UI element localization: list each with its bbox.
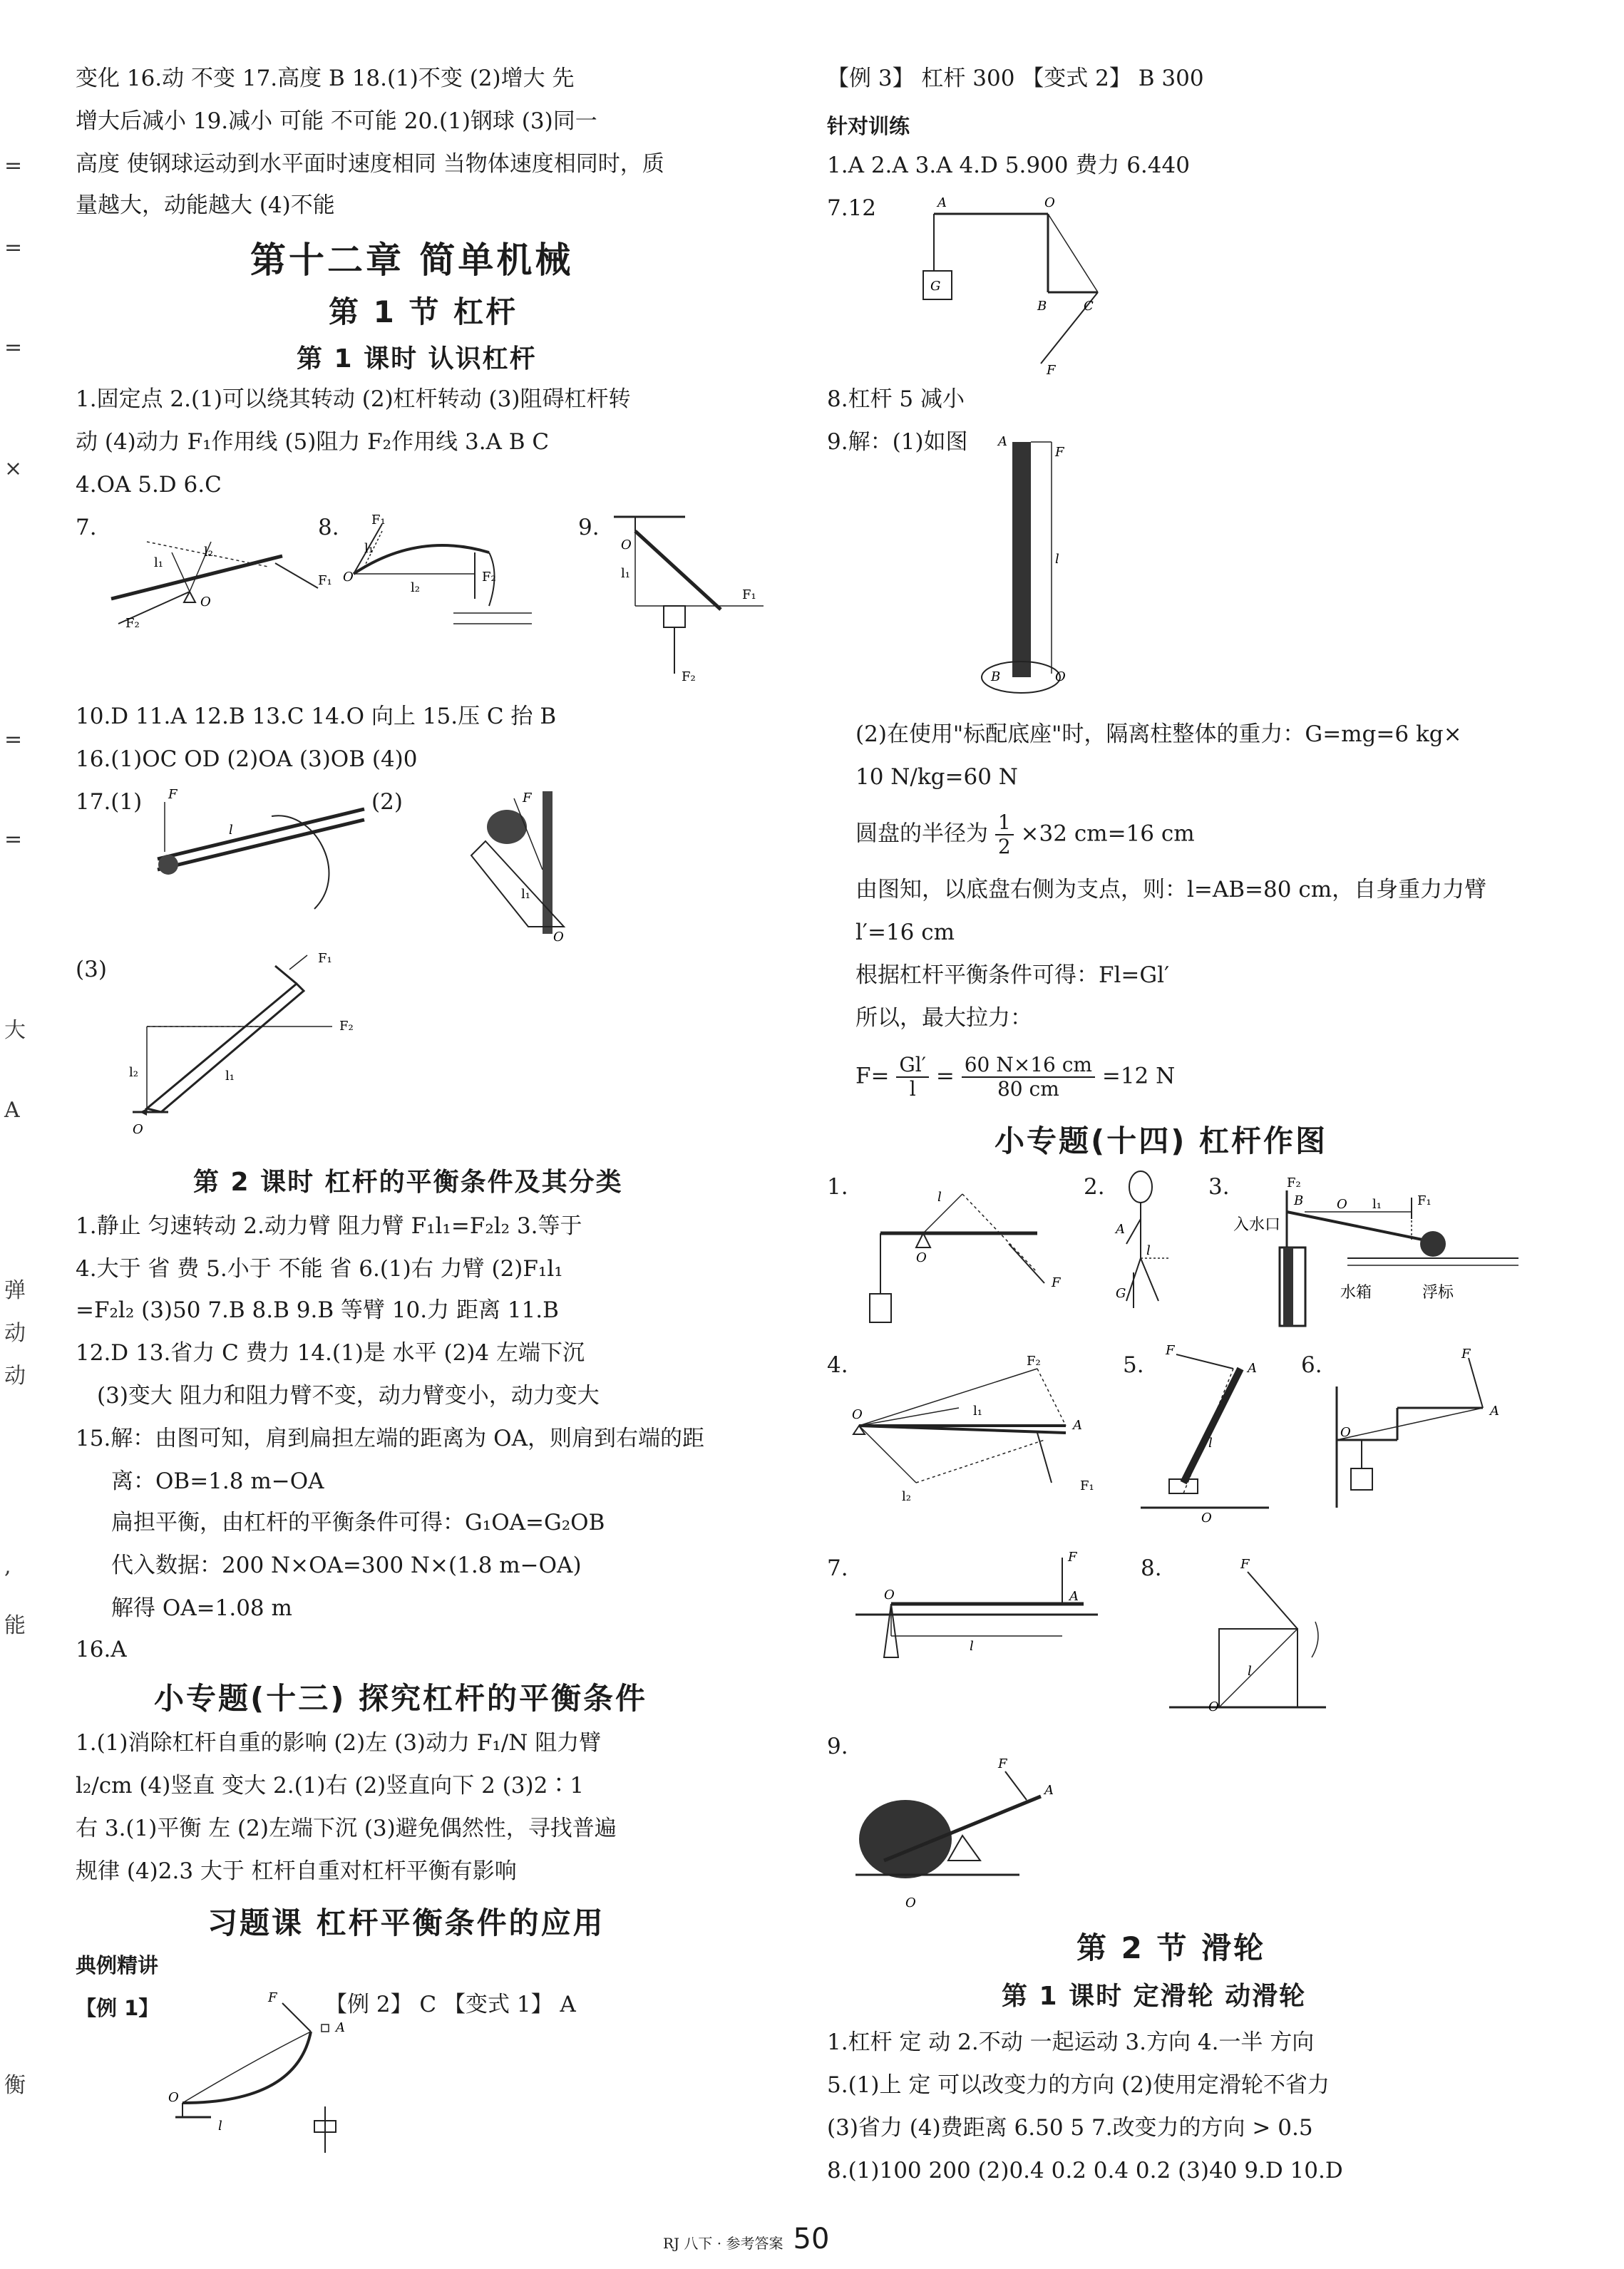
- text-line: (3)变大 阻力和阻力臂不变，动力臂变小，动力变大: [97, 1383, 600, 1409]
- section-title: 第 1 节 杠杆: [329, 294, 518, 329]
- text-line: 扁担平衡，由杠杆的平衡条件可得：G₁OA=G₂OB: [111, 1510, 605, 1535]
- svg-text:l₁: l₁: [225, 1069, 235, 1084]
- svg-text:F: F: [998, 1756, 1007, 1771]
- formula-text: =12 N: [1101, 1063, 1176, 1089]
- lever-drawing-t14-7: [841, 1550, 1112, 1660]
- question-number: 17.(1): [76, 789, 143, 815]
- text-line: 变化 16.动 不变 17.高度 B 18.(1)不变 (2)增大 先: [76, 66, 575, 91]
- text-line: 5.(1)上 定 可以改变力的方向 (2)使用定滑轮不省力: [827, 2072, 1330, 2098]
- fraction: [962, 1054, 1095, 1101]
- fraction-numerator: 60 N×16 cm: [962, 1054, 1095, 1078]
- edge-mark: =: [4, 727, 23, 752]
- text-line: 动 (4)动力 F₁作用线 (5)阻力 F₂作用线 3.A B C: [76, 429, 550, 455]
- text-line: 根据杠杆平衡条件可得：Fl=Gl′: [855, 962, 1170, 988]
- fraction-denominator: 2: [997, 835, 1011, 858]
- text-line: 【例 3】 杠杆 300 【变式 2】 B 300: [827, 66, 1204, 91]
- text-line: 4.OA 5.D 6.C: [76, 472, 222, 498]
- human-arm-drawing-t14-2: [1098, 1166, 1198, 1311]
- edge-mark: 动: [4, 1321, 26, 1346]
- text-line: 7.12: [827, 195, 877, 221]
- svg-text:O: O: [1337, 1197, 1347, 1212]
- text-line: 10 N/kg=60 N: [855, 764, 1018, 790]
- text-line: l₂/cm (4)竖直 变大 2.(1)右 (2)竖直向下 2 (3)2∶1: [76, 1773, 585, 1799]
- svg-text:F: F: [1166, 1343, 1175, 1358]
- formula-text: 圆盘的半径为: [855, 820, 988, 847]
- svg-text:F: F: [168, 787, 178, 802]
- fraction-numerator: 1: [995, 811, 1014, 835]
- text-line: 高度 使钢球运动到水平面时速度相同 当物体速度相同时，质: [76, 151, 664, 177]
- edge-mark: 能: [4, 1613, 26, 1638]
- box-lever-drawing-t14-8: [1169, 1550, 1355, 1724]
- formula-text: F=: [855, 1063, 890, 1089]
- svg-text:A: A: [1116, 1222, 1125, 1237]
- fraction-denominator: 80 cm: [997, 1077, 1059, 1101]
- svg-text:O: O: [133, 1122, 143, 1137]
- svg-text:A: A: [1490, 1404, 1499, 1419]
- question-number: 7.: [76, 515, 97, 540]
- text-line: 16.(1)OC OD (2)OA (3)OB (4)0: [76, 746, 418, 772]
- svg-text:F: F: [1055, 445, 1064, 460]
- edge-mark: =: [4, 827, 23, 852]
- svg-text:B: B: [1037, 299, 1047, 314]
- svg-text:A: A: [1073, 1418, 1082, 1433]
- text-line: 代入数据：200 N×OA=300 N×(1.8 m−OA): [111, 1553, 582, 1578]
- svg-text:F: F: [1240, 1557, 1250, 1572]
- chopsticks-diagram-q17-1: [143, 788, 386, 919]
- svg-text:l₁: l₁: [621, 566, 630, 581]
- text-line: 1.固定点 2.(1)可以绕其转动 (2)杠杆转动 (3)阻碍杠杆转: [76, 386, 631, 412]
- svg-text:F₂: F₂: [339, 1019, 354, 1034]
- svg-text:l: l: [970, 1639, 974, 1654]
- edge-mark: 大: [4, 1018, 26, 1043]
- text-line: 解得 OA=1.08 m: [111, 1595, 292, 1621]
- svg-text:G: G: [1116, 1286, 1126, 1301]
- fraction: [995, 811, 1014, 858]
- svg-text:l₁: l₁: [521, 887, 530, 902]
- text-line: 1.(1)消除杠杆自重的影响 (2)左 (3)动力 F₁/N 阻力臂: [76, 1730, 602, 1756]
- svg-text:G: G: [930, 279, 941, 294]
- question-number: 2.: [1084, 1174, 1105, 1200]
- example-label: 【例 1】: [76, 1996, 160, 2020]
- question-number: 9.: [578, 515, 600, 540]
- svg-text:l₁: l₁: [1372, 1197, 1382, 1212]
- footer-label: RJ 八下 · 参考答案: [663, 2235, 783, 2252]
- svg-text:l: l: [1055, 552, 1059, 567]
- svg-text:F₂: F₂: [1287, 1175, 1301, 1190]
- topic-title: 小专题(十三) 探究杠杆的平衡条件: [154, 1681, 648, 1716]
- svg-text:F: F: [1461, 1347, 1471, 1362]
- svg-text:l₂: l₂: [204, 545, 213, 560]
- svg-text:O: O: [852, 1407, 863, 1422]
- radius-formula: [855, 811, 1195, 858]
- text-line: 1.A 2.A 3.A 4.D 5.900 费力 6.440: [827, 153, 1190, 178]
- svg-text:O: O: [1340, 1425, 1351, 1440]
- text-line: 【例 2】 C 【变式 1】 A: [325, 1992, 576, 2017]
- page-footer: [663, 2223, 829, 2255]
- text-line: 10.D 11.A 12.B 13.C 14.O 向上 15.压 C 抬 B: [76, 704, 557, 729]
- svg-text:A: A: [1069, 1589, 1079, 1604]
- svg-text:A: A: [937, 195, 947, 210]
- svg-text:F₁: F₁: [318, 951, 332, 966]
- svg-text:B: B: [1294, 1193, 1304, 1208]
- edge-mark: =: [4, 235, 23, 260]
- svg-text:O: O: [1044, 195, 1055, 210]
- section-title: 第 2 节 滑轮: [1076, 1930, 1266, 1965]
- svg-text:F₁: F₁: [1080, 1478, 1094, 1493]
- lesson-title: 第 1 课时 定滑轮 动滑轮: [1002, 1982, 1307, 2011]
- text-line: 16.A: [76, 1637, 127, 1662]
- svg-text:l: l: [937, 1190, 942, 1205]
- text-line: 1.静止 匀速转动 2.动力臂 阻力臂 F₁l₁=F₂l₂ 3.等于: [76, 1213, 582, 1239]
- force-formula: [855, 1054, 1175, 1101]
- svg-text:O: O: [1055, 669, 1066, 684]
- question-number: 7.: [827, 1555, 848, 1581]
- svg-text:O: O: [1208, 1699, 1219, 1714]
- svg-text:F₂: F₂: [125, 616, 140, 631]
- svg-text:水箱: 水箱: [1340, 1284, 1372, 1302]
- question-number: 5.: [1123, 1352, 1144, 1378]
- edge-mark: 衡: [4, 2073, 26, 2098]
- svg-text:l: l: [229, 823, 233, 838]
- svg-text:F: F: [268, 1990, 277, 2005]
- question-number: 4.: [827, 1352, 848, 1378]
- fraction: [896, 1054, 929, 1101]
- svg-text:F₁: F₁: [742, 587, 756, 602]
- edge-mark: 动: [4, 1364, 26, 1389]
- svg-text:l: l: [218, 2119, 222, 2134]
- fishing-rod-diagram-q8: [339, 510, 553, 637]
- text-line: (2)在使用"标配底座"时，隔离柱整体的重力：G=mg=6 kg×: [855, 721, 1462, 747]
- svg-text:O: O: [916, 1250, 927, 1265]
- topic-title: 小专题(十四) 杠杆作图: [995, 1123, 1328, 1158]
- edge-mark: ,: [4, 1554, 11, 1579]
- svg-text:F: F: [1068, 1550, 1077, 1565]
- svg-text:O: O: [905, 1895, 916, 1910]
- svg-text:l₂: l₂: [411, 580, 420, 595]
- training-heading: 针对训练: [827, 114, 910, 138]
- svg-text:O: O: [343, 570, 354, 585]
- question-number: (2): [371, 789, 403, 815]
- edge-mark: ×: [4, 456, 23, 481]
- text-line: 右 3.(1)平衡 左 (2)左端下沉 (3)避免偶然性，寻找普遍: [76, 1816, 617, 1841]
- svg-text:F: F: [1052, 1275, 1061, 1290]
- pedal-lever-drawing-t14-5: [1141, 1340, 1283, 1525]
- rock-lever-drawing-t14-9: [841, 1729, 1069, 1917]
- svg-text:A: A: [998, 434, 1007, 449]
- svg-text:F₂: F₂: [1027, 1354, 1041, 1369]
- text-line: 规律 (4)2.3 大于 杠杆自重对杠杆平衡有影响: [76, 1858, 517, 1884]
- svg-text:浮标: 浮标: [1422, 1284, 1454, 1302]
- svg-text:C: C: [1084, 299, 1094, 314]
- svg-text:F₁: F₁: [318, 573, 332, 588]
- page-number: 50: [793, 2223, 830, 2255]
- lever-diagram-q9: [600, 510, 771, 694]
- text-line: 15.解：由图可知，肩到扁担左端的距离为 OA，则肩到右端的距: [76, 1426, 704, 1451]
- edge-mark: =: [4, 153, 23, 178]
- svg-text:O: O: [553, 930, 564, 945]
- svg-text:O: O: [1201, 1511, 1212, 1525]
- svg-text:l: l: [1146, 1243, 1151, 1258]
- fraction-numerator: Gl′: [896, 1054, 929, 1078]
- exercise-title: 习题课 杠杆平衡条件的应用: [207, 1905, 605, 1940]
- text-line: 由图知，以底盘右侧为支点，则：l=AB=80 cm，自身重力力臂: [855, 877, 1487, 902]
- lever-drawing-t14-1: [845, 1166, 1066, 1332]
- svg-text:F: F: [1047, 363, 1056, 378]
- lesson-title: 第 1 课时 认识杠杆: [297, 344, 537, 374]
- svg-text:F: F: [523, 791, 532, 806]
- lesson-title: 第 2 课时 杠杆的平衡条件及其分类: [193, 1168, 623, 1197]
- svg-text:l₂: l₂: [129, 1065, 138, 1080]
- svg-text:O: O: [621, 537, 632, 552]
- question-number: 8.: [1141, 1555, 1162, 1581]
- question-number: 6.: [1301, 1352, 1322, 1378]
- text-line: 离：OB=1.8 m−OA: [111, 1468, 324, 1494]
- svg-text:O: O: [200, 595, 211, 609]
- text-line: l′=16 cm: [855, 920, 955, 945]
- text-line: 量越大，动能越大 (4)不能: [76, 192, 335, 218]
- svg-text:入水口: 入水口: [1233, 1216, 1281, 1234]
- edge-mark: A: [4, 1098, 20, 1123]
- text-line: 所以，最大拉力：: [855, 1005, 1032, 1031]
- question-number: (3): [76, 957, 107, 982]
- question-number: 1.: [827, 1174, 848, 1200]
- text-line: =F₂l₂ (3)50 7.B 8.B 9.B 等臂 10.力 距离 11.B: [76, 1297, 559, 1323]
- curved-lever-diagram-example1: [168, 1989, 354, 2177]
- text-line: 增大后减小 19.减小 可能 不可能 20.(1)钢球 (3)同一: [76, 108, 597, 134]
- svg-text:l₁: l₁: [154, 555, 163, 570]
- question-number: 9.: [827, 1734, 848, 1759]
- text-line: 8.杠杆 5 减小: [827, 386, 965, 412]
- question-number: 3.: [1208, 1174, 1230, 1200]
- svg-text:F₁: F₁: [1417, 1193, 1432, 1208]
- barrier-post-diagram-q9: [977, 428, 1119, 701]
- fraction-denominator: l: [909, 1077, 916, 1101]
- edge-mark: =: [4, 335, 23, 360]
- formula-text: =: [935, 1063, 955, 1089]
- chapter-title: 第十二章 简单机械: [250, 240, 574, 281]
- svg-text:A: A: [1248, 1361, 1257, 1376]
- svg-text:A: A: [336, 2020, 345, 2035]
- svg-text:A: A: [1044, 1783, 1054, 1798]
- svg-text:F₂: F₂: [682, 669, 696, 684]
- lever-drawing-t14-4: [845, 1347, 1094, 1514]
- svg-text:O: O: [168, 2090, 179, 2105]
- svg-text:l₁: l₁: [973, 1404, 982, 1419]
- text-line: 8.(1)100 200 (2)0.4 0.2 0.4 0.2 (3)40 9.D 10.D: [827, 2158, 1343, 2183]
- float-valve-drawing-t14-3: [1233, 1169, 1533, 1336]
- text-line: 4.大于 省 费 5.小于 不能 省 6.(1)右 力臂 (2)F₁l₁: [76, 1256, 563, 1282]
- svg-text:F₂: F₂: [482, 570, 496, 585]
- edge-mark: 弹: [4, 1278, 26, 1303]
- text-line: 1.杠杆 定 动 2.不动 一起运动 3.方向 4.一半 方向: [827, 2029, 1315, 2055]
- svg-text:O: O: [884, 1588, 895, 1602]
- question-number: 8.: [318, 515, 339, 540]
- text-line: 9.解：(1)如图: [827, 429, 968, 455]
- svg-text:l: l: [1208, 1436, 1213, 1451]
- svg-text:l₂: l₂: [902, 1489, 911, 1504]
- bent-lever-drawing-t14-6: [1319, 1344, 1533, 1518]
- text-line: (3)省力 (4)费距离 6.50 5 7.改变力的方向 > 0.5: [827, 2115, 1313, 2141]
- examples-heading: 典例精讲: [76, 1953, 159, 1977]
- svg-text:l: l: [1248, 1664, 1252, 1679]
- formula-text: ×32 cm=16 cm: [1020, 820, 1195, 847]
- svg-text:l₁: l₁: [364, 541, 374, 556]
- bent-lever-diagram-q17-3: [118, 951, 375, 1137]
- svg-text:B: B: [991, 669, 1001, 684]
- svg-text:F₁: F₁: [371, 513, 386, 528]
- lever-diagram-train-q7: [905, 192, 1191, 381]
- text-line: 12.D 13.省力 C 费力 14.(1)是 水平 (2)4 左端下沉: [76, 1340, 585, 1366]
- stretch-diagram-q17-2: [400, 784, 592, 944]
- lever-diagram-q7: [104, 513, 332, 637]
